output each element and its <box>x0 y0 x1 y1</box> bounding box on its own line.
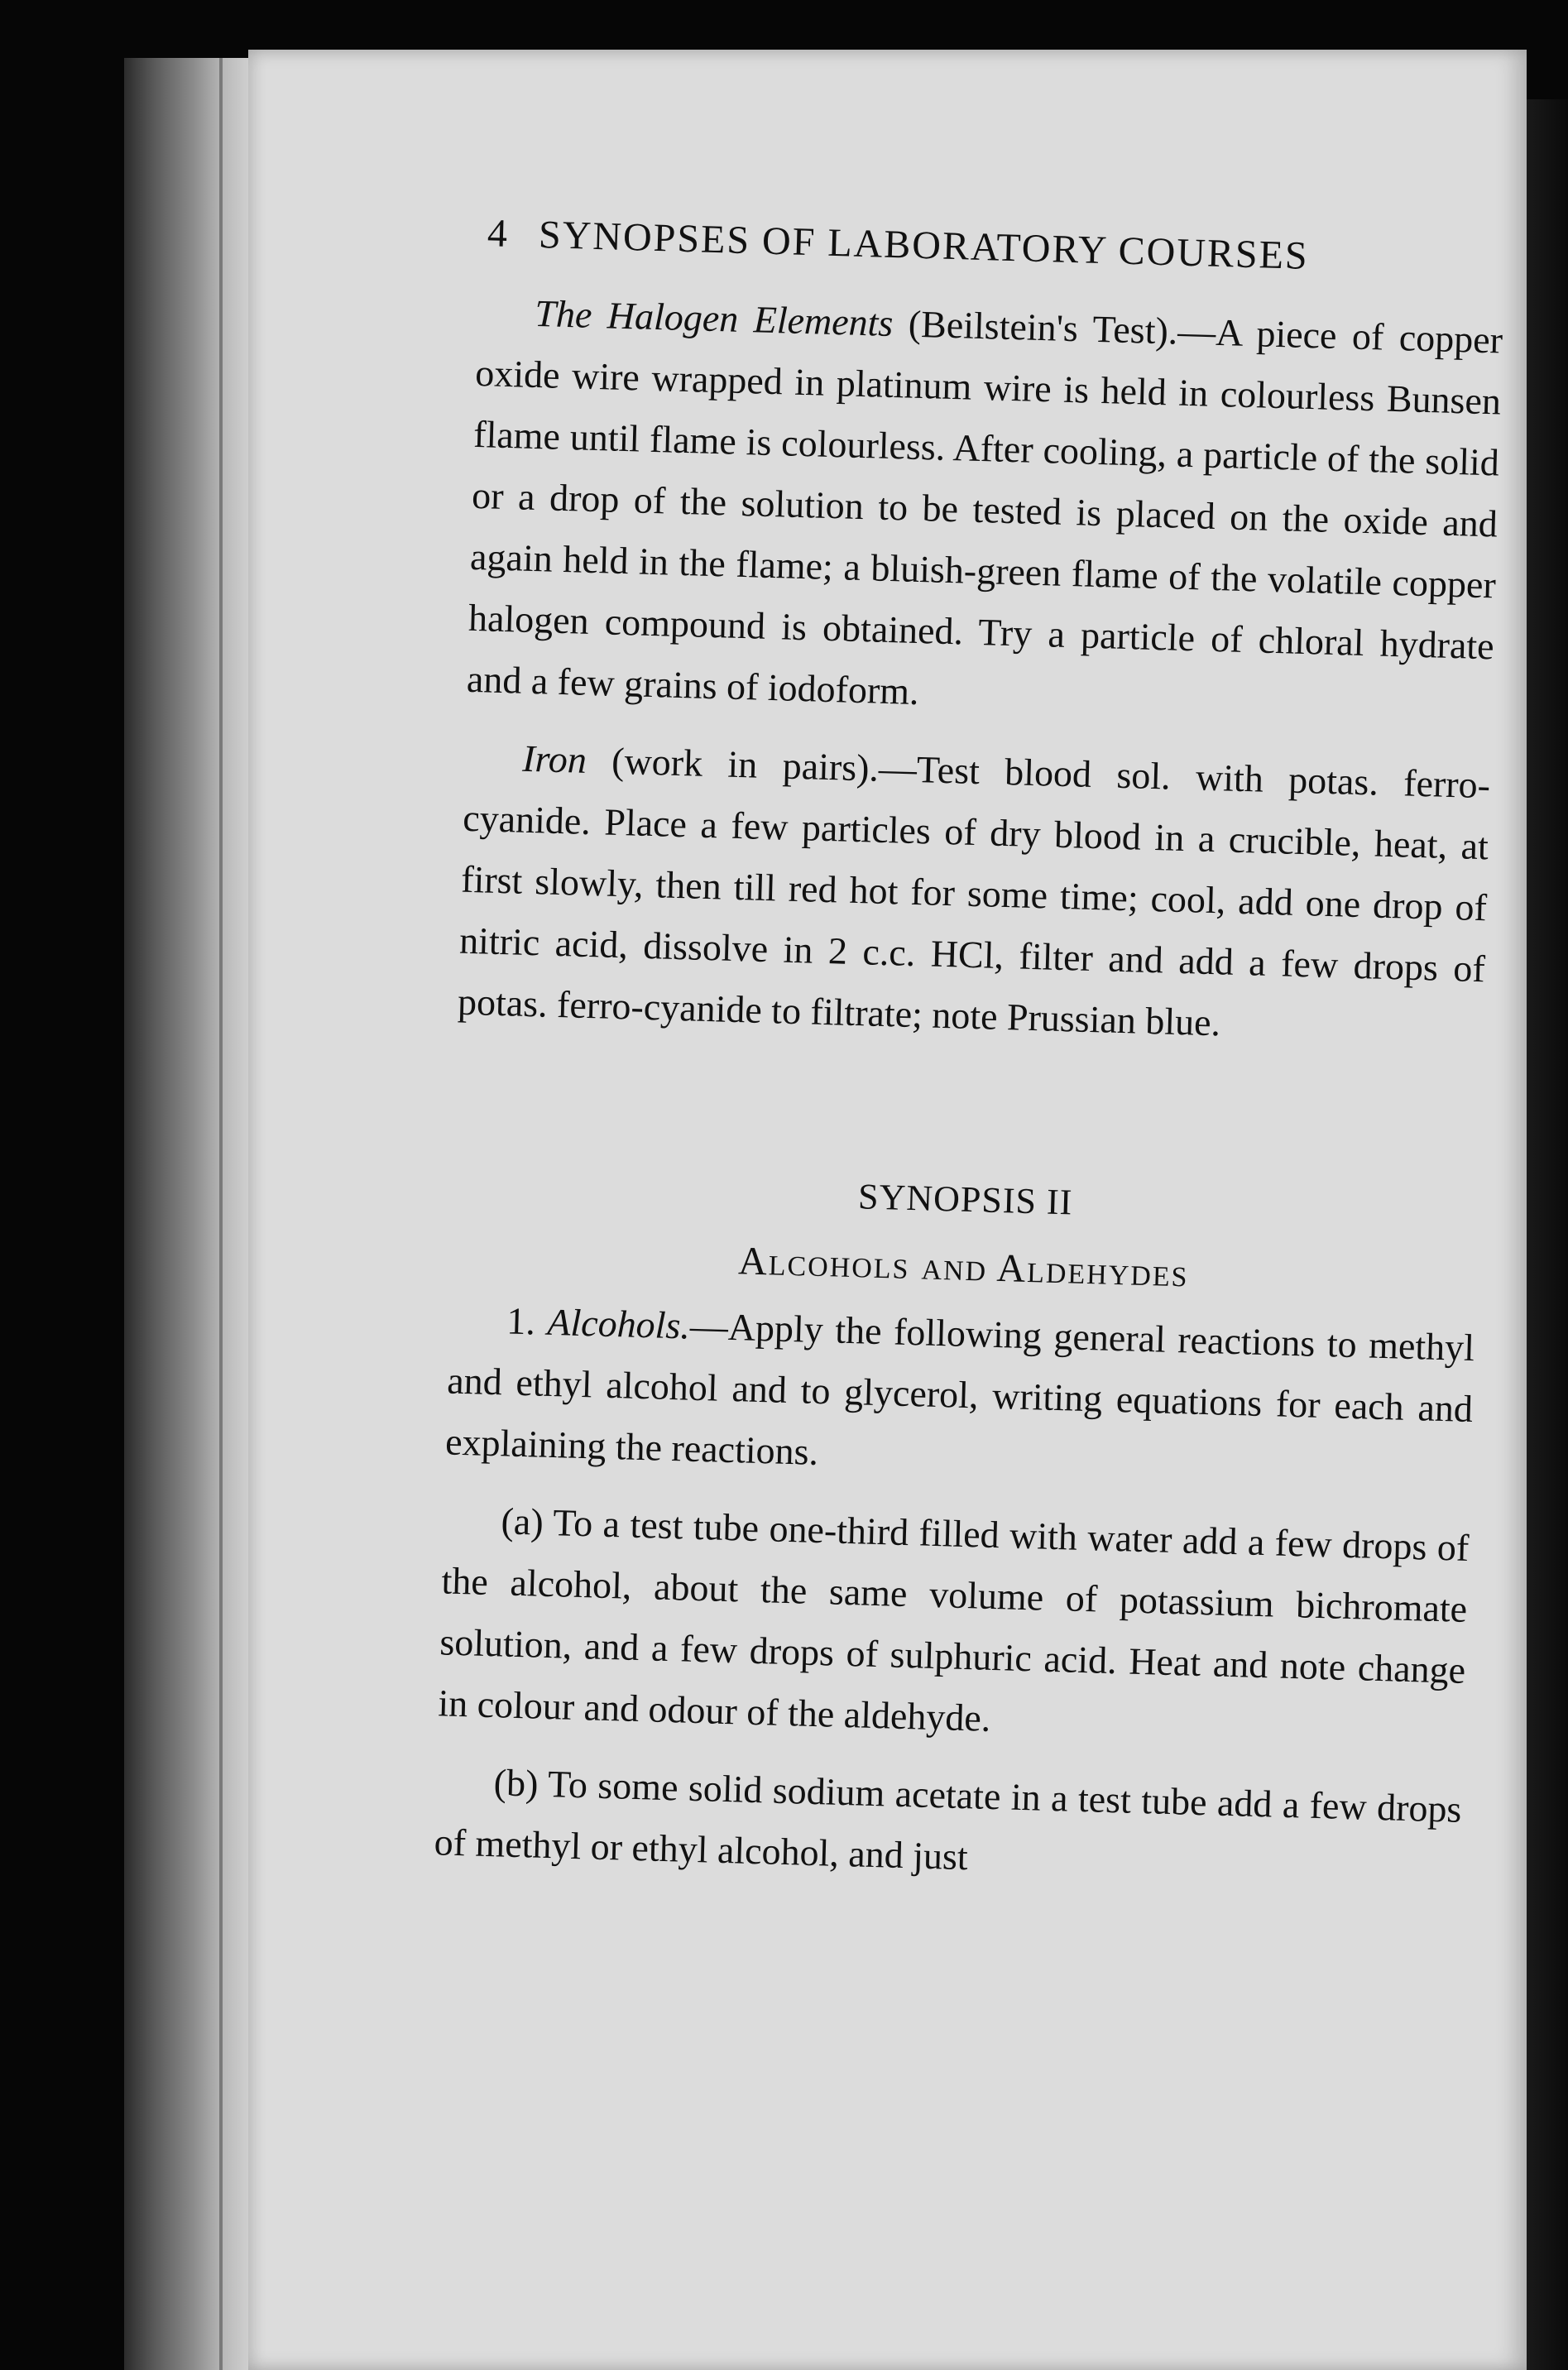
item-a-text: To a test tube one-third filled with water add a few drops of the alcohol, about the same volume of potassium bichromate solution, and a few drops of sulphuric acid. Heat and note change in colour and odour of the aldehyde. <box>437 1500 1470 1739</box>
section-title: Alcohols and Aldehydes <box>737 1239 1190 1296</box>
halogen-text: (Beilstein's Test).—A piece of copper oxide wire wrapped in platinum wire is held in colourless Bunsen flame until flame is colourless. After cooling, a particle of the solid or a drop of the solution to be tested is placed on the oxide and again held in the flame; a bluish-green flame of the volatile copper halogen compound is obtained. Try a particle of chloral hydrate and a few grains of iodoform. <box>466 302 1503 713</box>
item-a-label: (a) <box>500 1499 544 1543</box>
iron-text: (work in pairs).—Test blood sol. with potas. ferro-cyanide. Place a few particles of dry blood in a crucible, heat, at first slowly, then till red hot for some time; cool, add one drop of nitric acid, dissolve in 2 c.c. HCl, filter and add a few drops of potas. ferro-cyanide to filtrate; note Prussian blue. <box>457 738 1491 1044</box>
page-text-block <box>434 207 1506 1902</box>
item-a-paragraph <box>437 1489 1470 1763</box>
page-right-edge <box>1527 99 1568 2370</box>
page-gutter-line <box>219 58 223 2370</box>
alcohols-lead: Alcohols. <box>546 1300 691 1347</box>
item-b-text: To some solid sodium acetate in a test tube add a few drops of methyl or ethyl alcohol, and just <box>434 1762 1463 1878</box>
halogen-paragraph <box>466 281 1503 738</box>
alcohols-number: 1. <box>506 1299 549 1343</box>
item-b-label: (b) <box>493 1761 539 1805</box>
iron-lead: Iron <box>521 736 587 781</box>
halogen-lead: The Halogen Elements <box>534 291 894 344</box>
page-number: 4 <box>487 211 510 256</box>
iron-paragraph <box>457 727 1491 1061</box>
page-gutter-shadow <box>124 58 248 2370</box>
running-head-title: SYNOPSES OF LABORATORY COURSES <box>538 213 1310 278</box>
alcohols-paragraph <box>444 1288 1475 1501</box>
alcohols-text: —Apply the following general reactions to methyl and ethyl alcohol and to glycerol, writing equations for each and explaining the reactions. <box>444 1304 1475 1473</box>
synopsis-heading: SYNOPSIS II <box>857 1176 1073 1223</box>
